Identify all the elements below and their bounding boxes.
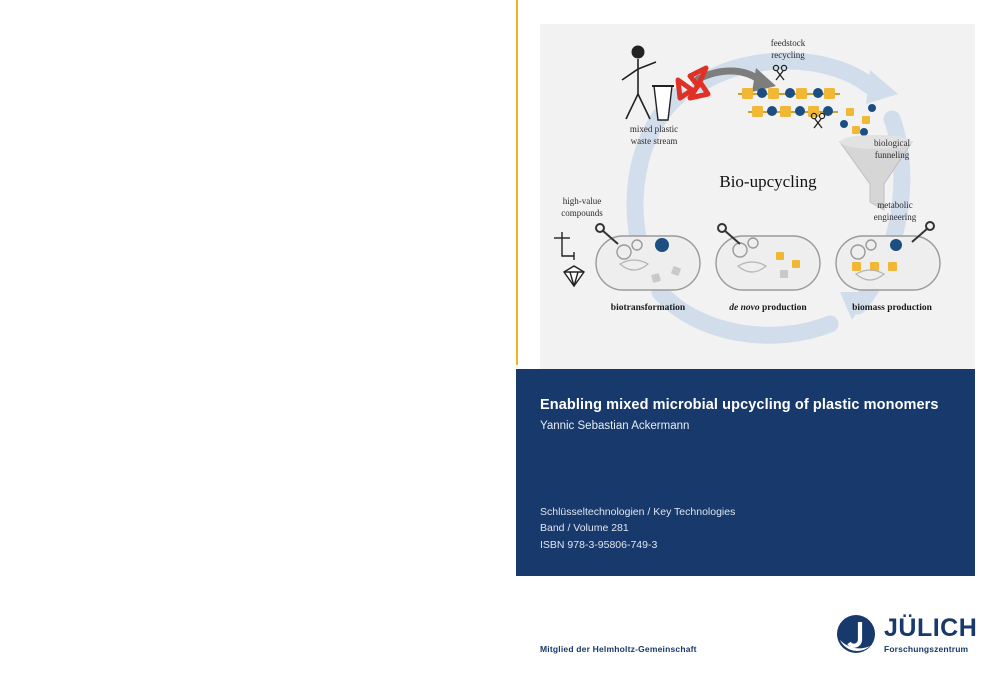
series-isbn: ISBN 978-3-95806-749-3 — [540, 538, 658, 551]
figure-label-biological-line2: funneling — [874, 150, 910, 160]
helmholtz-membership-text: Mitglied der Helmholtz-Gemeinschaft — [540, 644, 697, 654]
figure-label-biotransformation: biotransformation — [610, 303, 686, 313]
series-info — [540, 504, 735, 553]
figure-label-feedstock-line2: recycling — [771, 50, 805, 60]
figure-label-metabolic-line2: engineering — [873, 212, 917, 222]
page-title: Enabling mixed microbial upcycling of plastic monomers — [540, 397, 939, 413]
figure-label-biological-line1: biological — [874, 138, 910, 148]
figure-center-title: Bio-upcycling — [719, 172, 817, 191]
figure-label-biomass: biomass production — [852, 303, 932, 313]
juelich-subtitle: Forschungszentrum — [884, 644, 969, 654]
figure-label-highvalue-line2: compounds — [561, 208, 603, 218]
figure-label-highvalue-line1: high-value — [562, 196, 602, 206]
figure-label-feedstock-line1: feedstock — [770, 38, 806, 48]
juelich-logo-mark — [836, 614, 876, 654]
figure-label-mixed-plastic-line2: waste stream — [630, 136, 678, 146]
juelich-wordmark: JÜLICH — [884, 614, 978, 642]
author-name: Yannic Sebastian Ackermann — [540, 420, 690, 432]
cover-title-block — [516, 369, 975, 576]
figure-label-mixed-plastic-line1: mixed plastic — [629, 124, 679, 134]
figure-label-metabolic-line1: metabolic — [877, 200, 913, 210]
juelich-logo-text — [884, 616, 977, 654]
cover-figure — [540, 24, 975, 369]
series-name: Schlüsseltechnologien / Key Technologies — [540, 506, 736, 518]
spine-accent-rule — [516, 0, 518, 365]
series-volume: Band / Volume 281 — [540, 522, 629, 535]
juelich-logo — [836, 612, 976, 660]
figure-label-de-novo: de novo production — [729, 303, 807, 313]
